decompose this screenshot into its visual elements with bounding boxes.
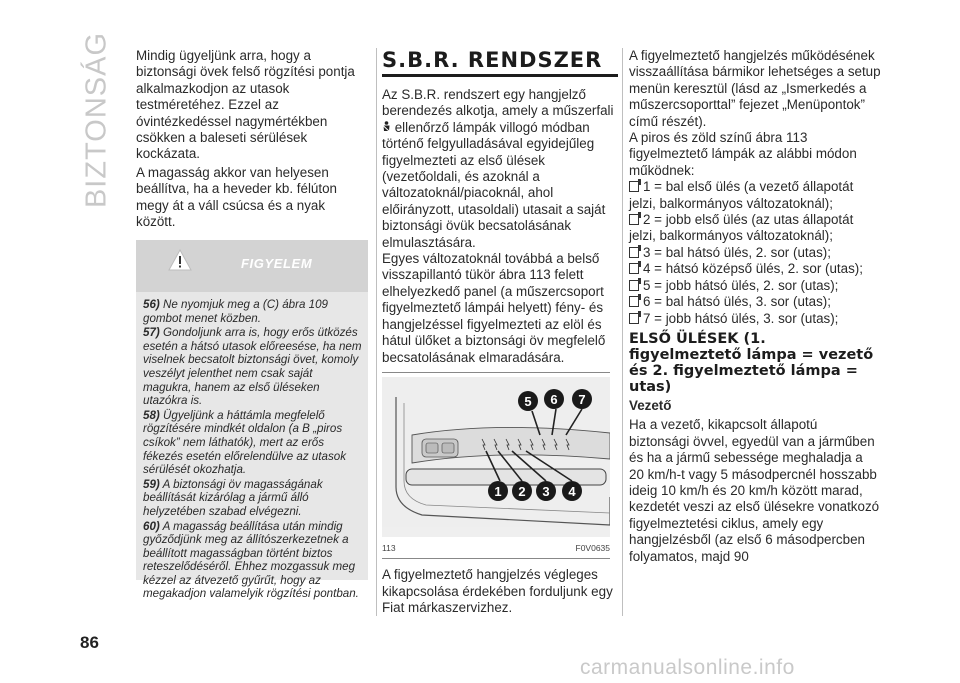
list-item-text: 5 = jobb hátsó ülés, 2. sor (utas); [643, 277, 839, 293]
list-item [629, 294, 881, 310]
column-3 [629, 48, 881, 565]
page-number: 86 [80, 633, 99, 652]
warning-item-number: 60) [143, 519, 160, 533]
callout-1 [488, 481, 508, 501]
paragraph: Ha a vezető, kikapcsolt állapotú biztonsági övvel, egyedül van a járműben és ha a jármű sebessége meghaladja a 20 km/h-t vagy 5 másodpercnél hosszabb ideig 10 km/h és 20 km/h között marad, kezdetét veszi az első ülésekre vonatkozó figyelmeztetési ciklus, amely egy hangjelzésből (az első 6 másodpercben folyamatos, majd 90 [629, 417, 880, 564]
figure-top-rule [382, 372, 610, 373]
paragraph: A piros és zöld színű ábra 113 figyelmeztető lámpák az alábbi módon működnek: [629, 130, 857, 178]
warning-item-text: Gondoljunk arra is, hogy erős ütközés esetén a hátsó utasok előreesése, ha nem viselnek becsatolt biztonsági övet, komoly veszélyt jelenthet nem csak saját magukra, hanem az első üléseken utazókra is. [143, 326, 362, 408]
callout-5 [518, 391, 538, 411]
bullet-icon [629, 280, 639, 291]
bullet-icon [629, 263, 639, 274]
figure-caption [382, 540, 610, 556]
column-divider [622, 48, 623, 616]
paragraph-text: Az S.B.R. rendszert egy hangjelző berendezés alkotja, amely a műszerfali [382, 87, 614, 119]
callout-label: 6 [550, 391, 558, 407]
list-item [629, 278, 881, 294]
warning-item-number: 59) [143, 477, 160, 491]
warning-body [136, 292, 368, 601]
subsubsection-heading: Vezető [629, 397, 672, 413]
heading-rule [382, 74, 618, 77]
callout-2 [512, 481, 532, 501]
watermark: carmanualsonline.info [580, 656, 795, 679]
warning-item [143, 520, 362, 602]
paragraph: A figyelmeztető hangjelzés működésének visszaállítása bármikor lehetséges a setup menün keresztül (lásd az „Ismerkedés a műszercsoporttal” fejezet „Menüpontok” című részét). [629, 48, 881, 129]
bullet-icon [629, 214, 639, 225]
list-item-text: 4 = hátsó középső ülés, 2. sor (utas); [643, 261, 863, 277]
bullet-icon [629, 296, 639, 307]
list-item [629, 311, 881, 327]
list-item-text: 6 = bal hátsó ülés, 3. sor (utas); [643, 294, 831, 310]
column-2 [382, 48, 618, 617]
warning-item [143, 298, 362, 325]
section-heading: S.B.R. RENDSZER [382, 48, 603, 72]
paragraph: A figyelmeztető hangjelzés végleges kikapcsolása érdekében forduljunk egy Fiat márkaszervizhez. [382, 567, 613, 616]
bullet-icon [629, 181, 639, 192]
callout-6 [544, 389, 564, 409]
list-item-text: 1 = bal első ülés (a vezető állapotát jelzi, balkormányos változatoknál); [629, 179, 854, 211]
warning-item-text: Ügyeljünk a háttámla megfelelő rögzítésére mindkét oldalon (a B „piros csíkok” nem láthatók), mert az erős fékezés esetén előrelendülve az utasok sérülését okozhatja. [143, 408, 347, 477]
warning-box [136, 240, 368, 601]
warning-triangle-icon [168, 249, 192, 271]
bullet-icon [629, 247, 639, 258]
warning-item-number: 58) [143, 408, 160, 422]
paragraph-text: ellenőrző lámpák villogó módban történő felgyulladásával egyidejűleg figyelmezteti az első ülések (vezetőoldali, és azoknál a változatoknál/piacoknál, ahol előirányzott, utasoldali) utasait a saját biztonsági övük becsatolásának elmulasztására. [382, 119, 606, 250]
paragraph: Egyes változatoknál továbbá a belső visszapillantó tükör ábra 113 felett elhelyezkedő panel (a műszercsoport figyelmeztető lámpái helyett) fény- és hangjelzéssel figyelmezteti az elöl és hátul ülőket a biztonsági öv megfelelő becsatolásának elmaradására. [382, 251, 606, 365]
list-item [629, 212, 881, 245]
warning-item [143, 409, 362, 477]
callout-label: 5 [524, 393, 532, 409]
warning-item-text: A biztonsági öv magasságának beállítását kizárólag a jármű álló helyzetében szabad elvégezni. [143, 477, 323, 518]
bullet-icon [629, 313, 639, 324]
column-1 [136, 48, 368, 230]
subsection-heading: ELSŐ ÜLÉSEK (1. figyelmeztető lámpa = vezető és 2. figyelmeztető lámpa = utas) [629, 330, 874, 395]
callout-4 [562, 481, 582, 501]
warning-header [136, 240, 368, 292]
list-item-text: 2 = jobb első ülés (az utas állapotát jelzi, balkormányos változatoknál); [629, 212, 854, 244]
paragraph: Mindig ügyeljünk arra, hogy a biztonsági övek felső rögzítési pontja alkalmazkodjon az utasok testméretéhez. Ezzel az óvintézkedéssel nagymértékben csökken a baleseti sérülések kockázata. [136, 48, 355, 162]
callout-label: 1 [494, 483, 502, 499]
section-side-tab-label: BIZTONSÁG [80, 31, 113, 209]
rear-view-mirror-panel-illustration [382, 377, 610, 527]
figure-number: 113 [382, 542, 396, 553]
warning-item [143, 326, 362, 408]
warning-item-text: Ne nyomjuk meg a (C) ábra 109 gombot menet közben. [143, 298, 328, 325]
warning-title: FIGYELEM [241, 256, 313, 271]
paragraph: A magasság akkor van helyesen beállítva, ha a heveder kb. félúton megy át a váll csúcsa és a nyak között. [136, 164, 337, 230]
callout-label: 2 [518, 483, 526, 499]
warning-item [143, 478, 362, 519]
list-item [629, 261, 881, 277]
callout-label: 7 [578, 391, 586, 407]
warning-item-number: 56) [143, 298, 160, 311]
callout-7 [572, 389, 592, 409]
list-item-text: 3 = bal hátsó ülés, 2. sor (utas); [643, 244, 831, 260]
column-divider [376, 48, 377, 616]
callout-3 [536, 481, 556, 501]
list-item [629, 179, 881, 212]
callout-label: 4 [568, 483, 576, 499]
figure-bottom-rule [382, 558, 610, 559]
paragraph [382, 87, 618, 251]
warning-item-number: 57) [143, 326, 160, 340]
list-item [629, 245, 881, 261]
seatbelt-warning-icon [382, 121, 391, 133]
figure-113 [382, 377, 610, 537]
list-item-text: 7 = jobb hátsó ülés, 3. sor (utas); [643, 310, 839, 326]
figure-code: F0V0635 [575, 542, 610, 553]
callout-label: 3 [542, 483, 550, 499]
section-side-tab [78, 31, 116, 209]
warning-item-text: A magasság beállítása után mindig győződjünk meg az állítószerkezetnek a beállított magasságban történt biztos reteszelődéséről. Ehhez mozgassuk meg kézzel az átvezető gyűrűt, hogy az megakadjon valamelyik rögzítési pontban. [143, 519, 359, 601]
